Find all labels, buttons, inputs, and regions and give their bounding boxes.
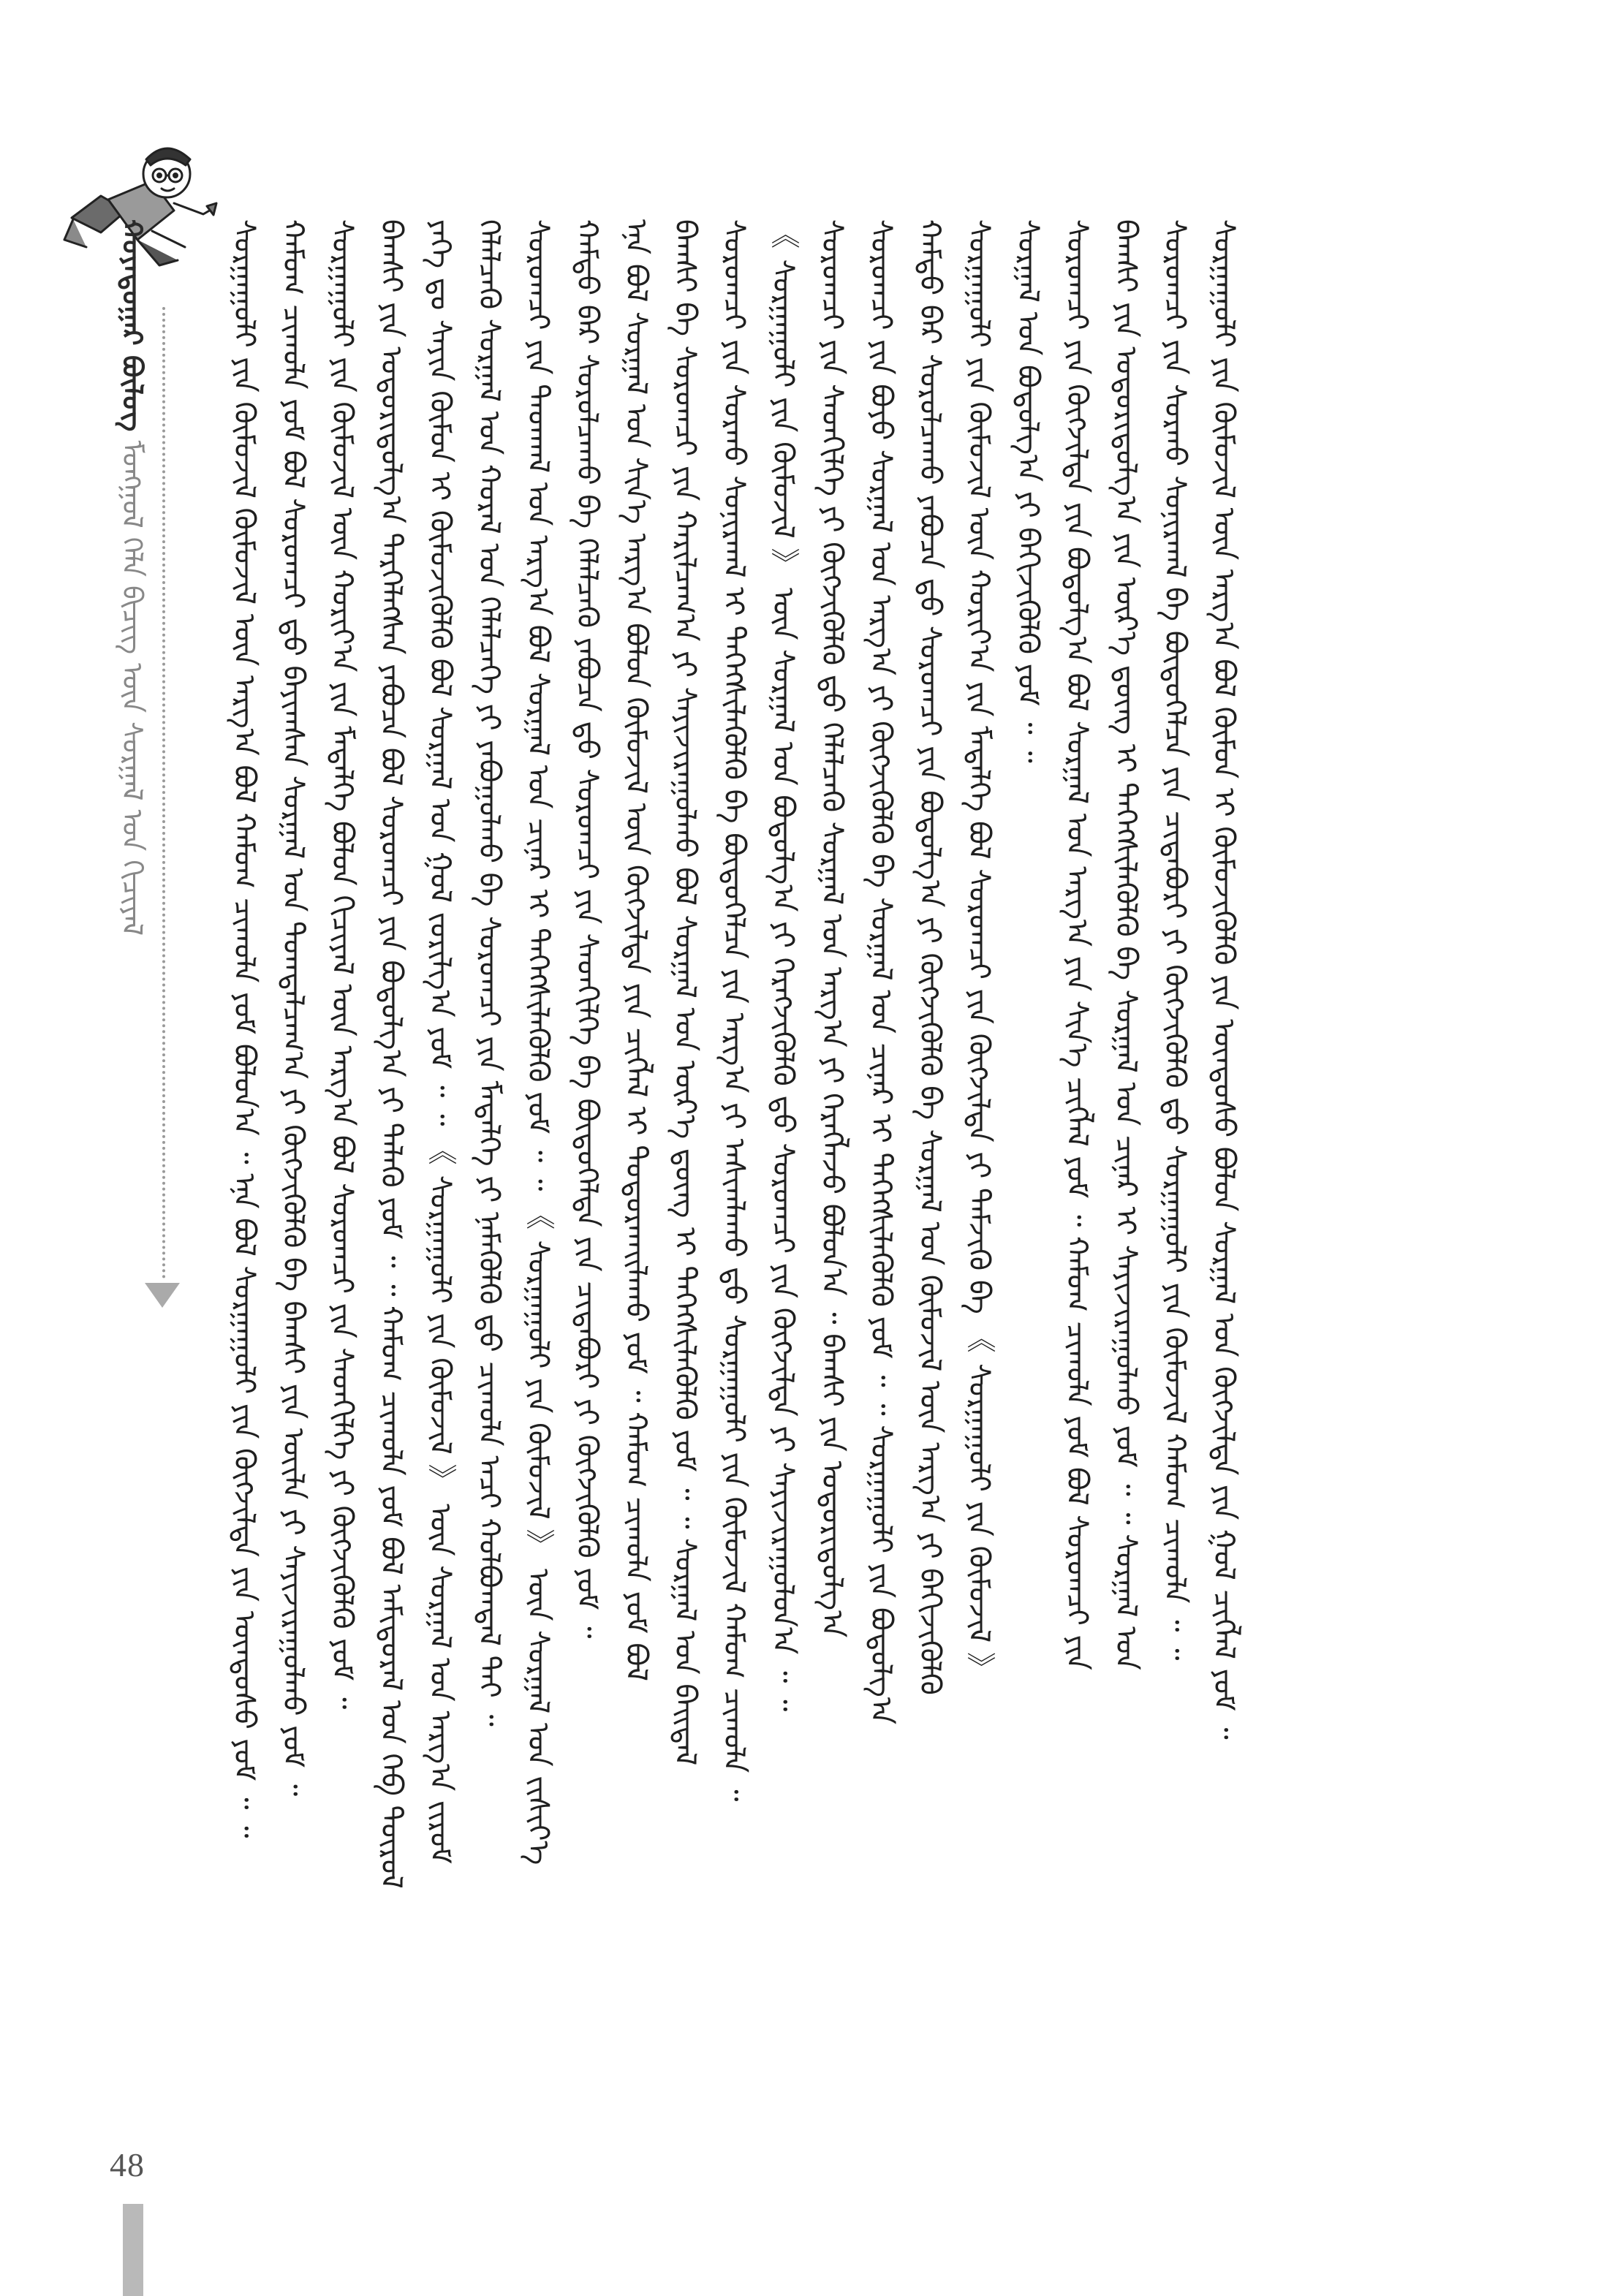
text-line: ᠰᠤᠷᠤᠭᠴᠢ ᠶᠢᠨ ᠳᠠᠳᠬᠠᠯ ᠤᠨ ᠠᠷᠭ᠎ᠠ ᠪᠣᠯ ᠰᠤᠷᠭᠠᠯ ᠤᠨ ᠴᠢᠨᠠᠷ ᠢ ᠳᠡᠭᠡᠭᠰᠢᠯᠡᠭᠦᠯᠬᠦ ᠶᠤᠮ ᠃ ᠃ 《 ᠰᠤᠷᠭᠠᠭᠤᠯᠢ ᠶᠢᠨ ᠬᠦᠮᠦᠵᠢᠯ 》 ᠦᠨ ᠰᠤᠷᠭᠠᠯ ᠤᠨ ᠵᠢᠱᠢᠶ᠎ᠡ [521, 219, 555, 1865]
edge-tab-bar [123, 2204, 143, 2296]
running-header-chapter: ᠬᠤᠶᠠᠳᠤᠭᠠᠷ ᠪᠦᠯᠦᠭ [116, 219, 148, 432]
text-line: ᠪᠠᠭᠰᠢ ᠶᠢᠨ ᠤᠳᠤᠷᠢᠳᠤᠯᠭ᠎ᠠ ᠲᠡᠷᠭᠡᠯᠡᠭᠰᠡᠨ ᠶᠠᠪᠤᠴᠠ ᠪᠣᠯ ᠰᠤᠷᠤᠭᠴᠢ ᠶᠢᠨ ᠪᠣᠳᠤᠯᠭ᠎ᠠ ᠶᠢ ᠲᠡᠯᠡᠬᠦ ᠶᠤᠮ ᠃ ᠃ ᠬᠠᠮᠤᠭ ᠴᠢᠬᠤᠯᠠ ᠶᠤᠮ ᠪᠣᠯ ᠠᠮᠢᠳᠤᠷᠠᠯ ᠤᠨ ᠬᠡᠪ ᠲᠥᠷᠥᠯ [374, 219, 408, 1889]
text-line: ᠡᠨᠡ ᠪᠣᠯ ᠰᠤᠷᠭᠠᠯ ᠤᠨ ᠰᠢᠨ᠎ᠡ ᠠᠷᠭ᠎ᠠ ᠪᠣᠯᠤᠨ ᠬᠦᠮᠦᠵᠢᠯ ᠦᠨ ᠬᠥᠭᠵᠢᠯᠲᠡ ᠶᠢᠨ ᠴᠢᠭᠯᠡᠯ ᠢ ᠲᠣᠳᠤᠷᠬᠠᠢᠯᠠᠬᠤ ᠶᠤᠮ ᠃ ᠬᠠᠮᠤᠭ ᠴᠢᠬᠤᠯᠠ ᠶᠤᠮ ᠪᠣᠯ [619, 219, 653, 1682]
text-line: ᠪᠠᠭᠰᠢ ᠪᠠ ᠰᠤᠷᠤᠭᠴᠢ ᠶᠢᠨ ᠬᠠᠷᠢᠯᠴᠠᠭ᠎ᠠ ᠶᠢ ᠰᠠᠶᠢᠵᠢᠷᠠᠭᠤᠯᠬᠤ ᠪᠣᠯ ᠰᠤᠷᠭᠠᠯ ᠤᠨ ᠦᠷ᠎ᠡ ᠳ᠋ᠦᠩ ᠢ ᠳᠡᠭᠡᠭᠰᠢᠯᠡᠭᠦᠯᠬᠦ ᠶᠤᠮ ᠃ ᠃ ᠰᠤᠷᠭᠠᠯ ᠤᠨ ᠪᠠᠢᠳᠠᠯ [668, 219, 702, 1766]
running-header [116, 219, 149, 936]
text-line: ᠰᠤᠷᠭᠠᠭᠤᠯᠢ ᠶᠢᠨ ᠬᠦᠮᠦᠵᠢᠯ ᠬᠥᠮᠦᠵᠢᠯ ᠦᠨ ᠠᠷᠭ᠎ᠠ ᠪᠣᠯ ᠬᠠᠮᠤᠭ ᠴᠢᠬᠤᠯᠠ ᠶᠤᠮ ᠪᠣᠯᠤᠨ᠎ᠠ ᠃ ᠡᠨᠡ ᠪᠣᠯ ᠰᠤᠷᠭᠠᠭᠤᠯᠢ ᠶᠢᠨ ᠬᠥᠭᠵᠢᠯᠲᠡ ᠶᠢᠨ ᠦᠨᠳᠦᠰᠦ ᠶᠤᠮ ᠃ ᠃ [227, 219, 261, 1838]
text-line: ᠪᠠᠭᠰᠢ ᠶᠢᠨ ᠤᠳᠤᠷᠢᠳᠤᠯᠭ᠎ᠠ ᠶᠢᠨ ᠦᠷ᠎ᠡ ᠳ᠋ᠦᠩ ᠢ ᠳᠡᠭᠡᠭᠰᠢᠯᠡᠭᠦᠯᠬᠦ ᠪᠠ ᠰᠤᠷᠭᠠᠯ ᠤᠨ ᠴᠢᠨᠠᠷ ᠢ ᠰᠠᠶᠢᠵᠢᠷᠠᠭᠤᠯᠬᠤ ᠶᠤᠮ ᠃ ᠃ ᠰᠤᠷᠭᠠᠯ ᠤᠨ [1109, 219, 1143, 1670]
header-dotted-rule [162, 307, 165, 1279]
text-line: ᠬᠠᠮᠤᠭ ᠴᠢᠬᠤᠯᠠ ᠶᠤᠮ ᠪᠣᠯ ᠰᠤᠷᠤᠭᠴᠢ ᠳ᠋ᠤ ᠪᠠᠶᠢᠭᠰᠠᠨ ᠰᠤᠷᠭᠠᠯ ᠤᠨ ᠲᠣᠭᠲᠠᠯᠴᠠᠭ᠎ᠠ ᠶᠢ ᠬᠥᠭᠵᠢᠭᠦᠯᠬᠦ ᠪᠠ ᠪᠠᠭᠰᠢ ᠶᠢᠨ ᠦᠢᠯᠡ ᠶᠢ ᠰᠠᠶᠢᠵᠢᠷᠠᠭᠤᠯᠬᠤ ᠶᠤᠮ ᠃ [276, 219, 310, 1797]
body-text [219, 219, 1484, 2222]
text-line: ᠬᠠᠮᠲᠤ ᠪᠡᠷ ᠰᠤᠷᠤᠯᠴᠠᠬᠤ ᠪᠠ ᠬᠡᠯᠡᠯᠴᠡᠬᠦ ᠶᠠᠪᠤᠴᠠ ᠳ᠋ᠤ ᠰᠤᠷᠤᠭᠴᠢ ᠶᠢᠨ ᠰᠡᠳᠬᠢᠯᠭᠡ ᠪᠠ ᠪᠦᠲᠦᠭᠡᠯᠲᠡ ᠶᠢᠨ ᠴᠢᠳᠠᠪᠤᠷᠢ ᠶᠢ ᠬᠥᠭᠵᠢᠭᠦᠯᠬᠦ ᠶᠤᠮ ᠃ [570, 219, 604, 1639]
running-header-title: ᠮᠣᠩᠭᠣᠯ ᠬᠡᠯᠡ ᠪᠢᠴᠢᠭ ᠦᠨ ᠰᠤᠷᠭᠠᠯ ᠤᠨ ᠬᠢᠴᠢᠶᠡᠯ [116, 440, 148, 936]
text-line: ᠬᠡᠯᠡᠯᠴᠡᠬᠦ ᠰᠤᠷᠭᠠᠯ ᠤᠨ ᠬᠤᠷᠠᠯ ᠤᠨ ᠬᠡᠯᠡᠯᠴᠡᠭᠡ ᠶᠢ ᠶᠠᠪᠤᠭᠤᠯᠬᠤ ᠪᠠ ᠰᠤᠷᠤᠭᠴᠢ ᠶᠢᠨ ᠮᠡᠳᠡᠯᠭᠡ ᠶᠢ ᠨᠡᠮᠡᠭᠦᠯᠬᠦ ᠳ᠋ᠤ ᠴᠢᠬᠤᠯᠠ ᠠᠴᠢ ᠬᠣᠯᠪᠣᠭᠳᠠᠯ ᠲᠠᠢ ᠃ [472, 219, 506, 1727]
header-triangle-marker [145, 1283, 180, 1308]
text-line: ᠰᠤᠷᠭᠠᠭᠤᠯᠢ ᠶᠢᠨ ᠬᠦᠮᠦᠵᠢᠯ ᠦᠨ ᠬᠣᠷᠢᠶ᠎ᠠ ᠶᠢᠨ ᠮᠡᠳᠡᠯᠭᠡ ᠪᠣᠯ ᠰᠤᠷᠤᠭᠴᠢ ᠶᠢᠨ ᠬᠥᠭᠵᠢᠯᠲᠡ ᠶᠢ ᠳᠡᠮᠵᠢᠬᠦ ᠪᠠ 《 ᠰᠤᠷᠭᠠᠭᠤᠯᠢ ᠶᠢᠨ ᠬᠦᠮᠦᠵᠢᠯ 》 [962, 219, 996, 1682]
page-number: 48 [110, 2146, 145, 2183]
text-line: ᠰᠤᠷᠭᠠᠭᠤᠯᠢ ᠶᠢᠨ ᠬᠦᠮᠦᠵᠢᠯ ᠦᠨ ᠠᠷᠭ᠎ᠠ ᠪᠣᠯ ᠬᠦᠮᠦᠨ ᠢ ᠬᠥᠮᠦᠵᠢᠭᠦᠯᠬᠦ ᠶᠢᠨ ᠦᠨᠳᠦᠰᠦ ᠪᠣᠯᠤᠨ ᠰᠤᠷᠭᠠᠯ ᠤᠨ ᠬᠥᠭᠵᠢᠯᠲᠡ ᠶᠢᠨ ᠭᠣᠯ ᠴᠢᠭᠯᠡᠯ ᠶᠤᠮ ᠃ [1207, 219, 1241, 1740]
text-line: ᠰᠤᠷᠭᠠᠯ ᠤᠨ ᠪᠣᠳᠤᠯᠭ᠎ᠠ ᠶᠢ ᠪᠡᠬᠢᠵᠢᠭᠦᠯᠬᠦ ᠶᠤᠮ ᠃ ᠃ [1011, 219, 1045, 763]
text-line: ᠬᠠᠮᠲᠤ ᠪᠡᠷ ᠰᠤᠷᠤᠯᠴᠠᠬᠤ ᠶᠠᠪᠤᠴᠠ ᠳ᠋ᠤ ᠰᠤᠷᠤᠭᠴᠢ ᠶᠢᠨ ᠪᠣᠳᠤᠯᠭ᠎ᠠ ᠶᠢ ᠬᠥᠭᠵᠢᠭᠦᠯᠬᠦ ᠪᠠ ᠰᠤᠷᠭᠠᠯ ᠤᠨ ᠬᠦᠮᠦᠵᠢᠯ ᠦᠨ ᠠᠷᠭ᠎ᠠ ᠶᠢ ᠪᠡᠬᠢᠵᠢᠭᠦᠯᠬᠦ [913, 219, 947, 1695]
text-line: ᠰᠤᠷᠤᠭᠴᠢ ᠶᠢᠨ ᠪᠤᠶᠤ ᠰᠤᠷᠭᠠᠯ ᠤᠨ ᠠᠷᠭ᠎ᠠ ᠶᠢ ᠬᠥᠭᠵᠢᠭᠦᠯᠬᠦ ᠪᠠ ᠰᠤᠷᠭᠠᠯ ᠤᠨ ᠴᠢᠨᠠᠷ ᠢ ᠳᠡᠭᠡᠭᠰᠢᠯᠡᠭᠦᠯᠬᠦ ᠶᠤᠮ ᠃ ᠃ ᠰᠤᠷᠭᠠᠭᠤᠯᠢ ᠶᠢᠨ ᠪᠣᠳᠤᠯᠭ᠎ᠠ [864, 219, 898, 1724]
text-line: ᠰᠤᠷᠭᠠᠭᠤᠯᠢ ᠶᠢᠨ ᠬᠦᠮᠦᠵᠢᠯ ᠦᠨ ᠬᠣᠷᠢᠶ᠎ᠠ ᠶᠢᠨ ᠮᠡᠳᠡᠯᠭᠡ ᠪᠣᠯᠤᠨ ᠬᠢᠴᠢᠶᠡᠯ ᠦᠨ ᠠᠷᠭ᠎ᠠ ᠪᠣᠯ ᠰᠤᠷᠤᠭᠴᠢ ᠶᠢᠨ ᠰᠡᠳᠬᠢᠯᠭᠡ ᠶᠢ ᠬᠥᠭᠵᠢᠭᠦᠯᠬᠦ ᠶᠤᠮ ᠃ [325, 219, 359, 1710]
text-line: ᠰᠤᠷᠤᠭᠴᠢ ᠶᠢᠨ ᠰᠡᠳᠬᠢᠯᠭᠡ ᠶᠢ ᠬᠥᠭᠵᠢᠭᠦᠯᠬᠦ ᠳ᠋ᠤ ᠬᠡᠯᠡᠯᠴᠡᠬᠦ ᠰᠤᠷᠭᠠᠯ ᠤᠨ ᠠᠷᠭ᠎ᠠ ᠶᠢ ᠬᠡᠷᠡᠭᠯᠡᠵᠦ ᠪᠣᠯᠤᠨ᠎ᠠ ᠃ ᠪᠠᠭᠰᠢ ᠶᠢᠨ ᠤᠳᠤᠷᠢᠳᠤᠯᠭ᠎ᠠ [815, 219, 849, 1638]
text-line: ᠰᠤᠷᠤᠭᠴᠢ ᠶᠢᠨ ᠰᠤᠷᠬᠤ ᠰᠣᠨᠢᠷᠬᠠᠯ ᠢ ᠳᠡᠭᠡᠭᠰᠢᠯᠡᠭᠦᠯᠬᠦ ᠪᠠ ᠪᠦᠲᠦᠭᠡᠯᠴᠡ ᠶᠢᠨ ᠠᠷᠭ᠎ᠠ ᠶᠢ ᠠᠰᠢᠭᠯᠠᠬᠤ ᠳ᠋ᠤ ᠰᠤᠷᠭᠠᠭᠤᠯᠢ ᠶᠢᠨ ᠬᠦᠮᠦᠵᠢᠯ ᠬᠠᠮᠤᠭ ᠴᠢᠬᠤᠯᠠ ᠃ [717, 219, 751, 1802]
text-line: 《 ᠰᠤᠷᠭᠠᠭᠤᠯᠢ ᠶᠢᠨ ᠬᠦᠮᠦᠵᠢᠯ 》 ᠦᠨ ᠰᠤᠷᠭᠠᠯ ᠤᠨ ᠪᠣᠳᠤᠯᠭ᠎ᠠ ᠶᠢ ᠬᠡᠷᠡᠭᠵᠢᠭᠦᠯᠬᠦ ᠳ᠋ᠤ ᠰᠤᠷᠤᠭᠴᠢ ᠶᠢᠨ ᠬᠥᠭᠵᠢᠯᠲᠡ ᠶᠢ ᠰᠠᠶᠢᠵᠢᠷᠠᠭᠤᠯᠤᠨ᠎ᠠ ᠃ ᠃ [766, 219, 800, 1712]
text-line: ᠰᠤᠷᠤᠭᠴᠢ ᠶᠢᠨ ᠬᠥᠭᠵᠢᠯᠲᠡ ᠶᠢᠨ ᠪᠣᠳᠤᠯᠭ᠎ᠠ ᠪᠣᠯ ᠰᠤᠷᠭᠠᠯ ᠤᠨ ᠠᠷᠭ᠎ᠠ ᠶᠢᠨ ᠰᠢᠨ᠎ᠡ ᠴᠢᠭᠯᠡᠯ ᠶᠤᠮ ᠃ ᠬᠠᠮᠤᠭ ᠴᠢᠬᠤᠯᠠ ᠶᠤᠮ ᠪᠣᠯ ᠰᠤᠷᠤᠭᠴᠢ ᠶᠢᠨ [1060, 219, 1094, 1670]
text-line: ᠰᠤᠷᠤᠭᠴᠢ ᠶᠢᠨ ᠰᠤᠷᠬᠤ ᠰᠣᠨᠢᠷᠬᠠᠯ ᠪᠠ ᠪᠦᠲᠦᠭᠡᠯᠴᠡ ᠶᠢᠨ ᠴᠢᠳᠠᠪᠤᠷᠢ ᠶᠢ ᠬᠥᠭᠵᠢᠭᠦᠯᠬᠦ ᠳ᠋ᠤ ᠰᠤᠷᠭᠠᠭᠤᠯᠢ ᠶᠢᠨ ᠬᠦᠮᠦᠵᠢᠯ ᠬᠠᠮᠤᠭ ᠴᠢᠬᠤᠯᠠ ᠃ ᠃ [1158, 219, 1192, 1661]
text-line: ᠶᠡᠬᠡ ᠳᠤ ᠰᠠᠶᠢᠨ ᠬᠦᠮᠦᠨ ᠢ ᠬᠥᠮᠦᠵᠢᠭᠦᠯᠬᠦ ᠪᠣᠯ ᠰᠤᠷᠭᠠᠯ ᠤᠨ ᠭᠣᠯ ᠵᠣᠷᠢᠯᠭ᠎ᠠ ᠶᠤᠮ ᠃ ᠃ 《 ᠰᠤᠷᠭᠠᠭᠤᠯᠢ ᠶᠢᠨ ᠬᠦᠮᠦᠵᠢᠯ 》 ᠦᠨ ᠰᠤᠷᠭᠠᠯ ᠤᠨ ᠠᠷᠭ᠎ᠠ ᠵᠢᠷᠤᠮ [423, 219, 457, 1864]
